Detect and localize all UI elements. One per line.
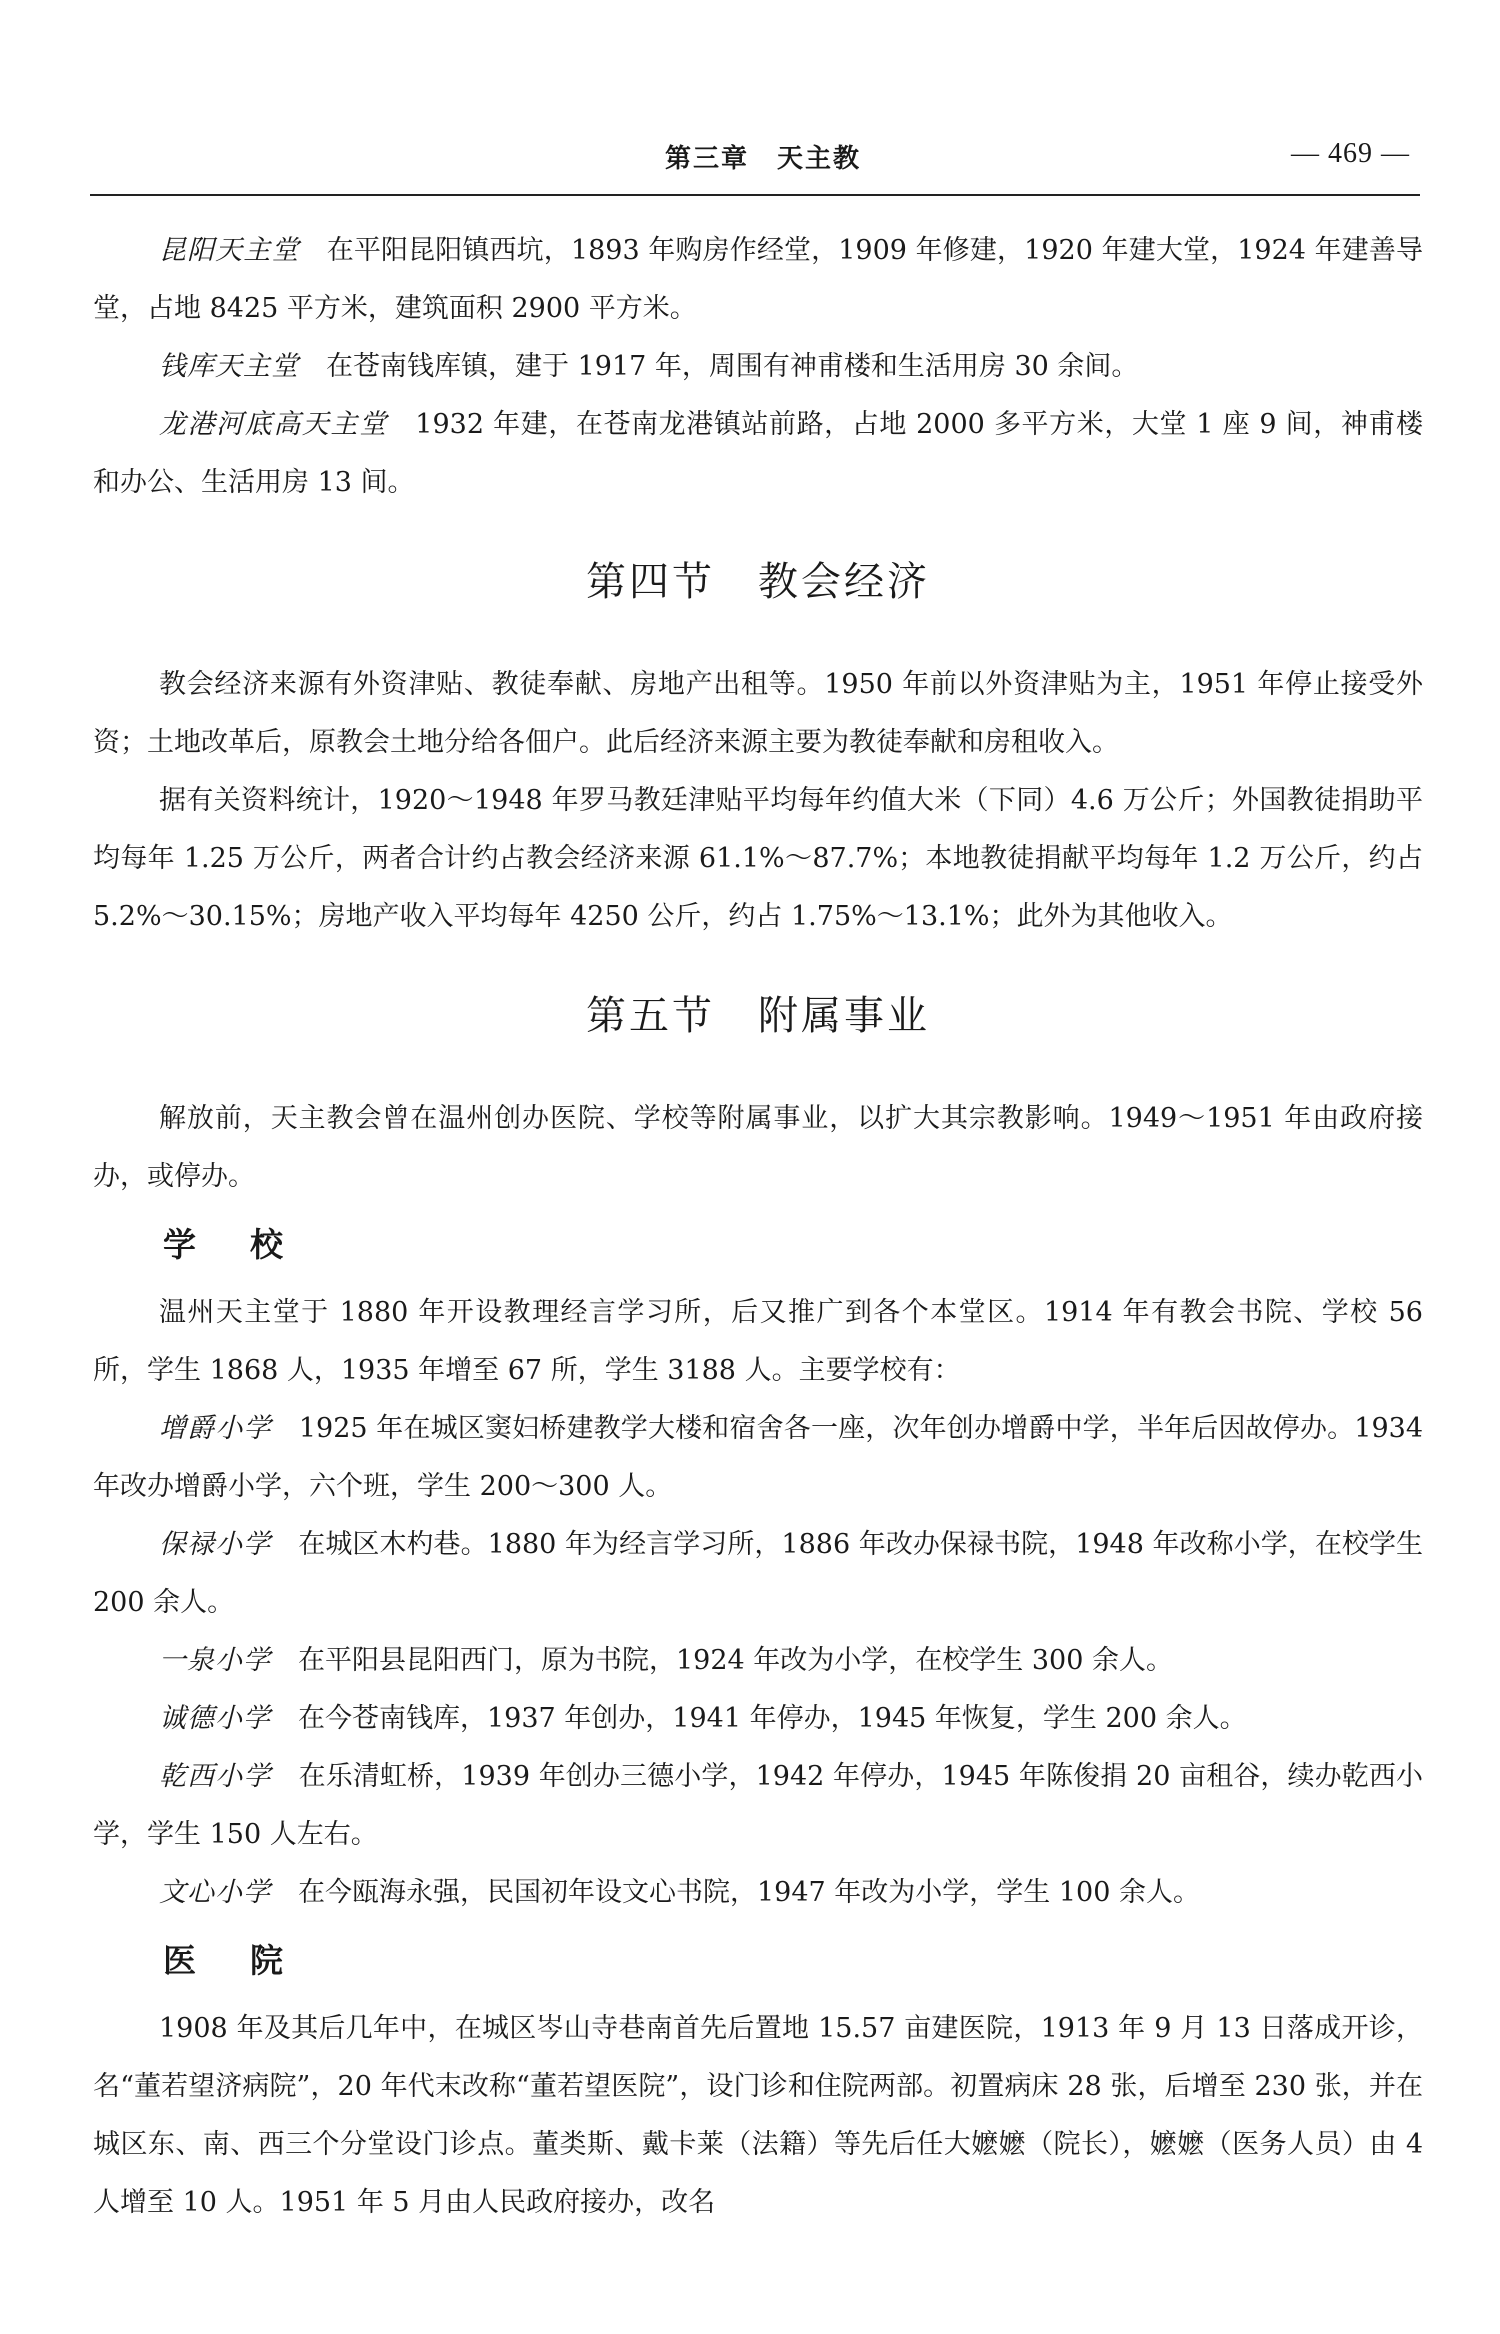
entry-text: 在苍南钱库镇，建于 1917 年，周围有神甫楼和生活用房 30 余间。 — [326, 351, 1139, 382]
school-text: 1925 年在城区窦妇桥建教学大楼和宿舍各一座，次年创办增爵中学，半年后因故停办。1934 年改办增爵小学，六个班，学生 200～300 人。 — [93, 1413, 1424, 1502]
economy-statistics-paragraph: 据有关资料统计，1920～1948 年罗马教廷津贴平均每年约值大米（下同）4.6 万公斤；外国教徒捐助平均每年 1.25 万公斤，两者合计约占教会经济来源 61.1%～87.7%；本地教徒捐献平均每年 1.2 万公斤，约占 5.2%～30.15%；房地产收入平均每年 4250 公斤，约占 1.75%～13.1%；此外为其他收入。 — [93, 785, 1423, 932]
entry-longgang-church — [93, 396, 1423, 512]
school-name: 保禄小学 — [159, 1529, 272, 1560]
school-text: 在平阳县昆阳西门，原为书院，1924 年改为小学，在校学生 300 余人。 — [298, 1645, 1173, 1676]
entry-text: 在平阳昆阳镇西坑，1893 年购房作经堂，1909 年修建，1920 年建大堂，1924 年建善导堂，占地 8425 平方米，建筑面积 2900 平方米。 — [93, 235, 1424, 324]
school-text: 在城区木杓巷。1880 年为经言学习所，1886 年改办保禄书院，1948 年改称小学，在校学生 200 余人。 — [93, 1529, 1424, 1618]
running-header — [90, 138, 1420, 196]
entry-name: 龙港河底高天主堂 — [159, 409, 388, 440]
section-4-title: 第四节 教会经济 — [586, 559, 930, 605]
school-name: 乾西小学 — [159, 1761, 272, 1792]
hospital-paragraph: 1908 年及其后几年中，在城区岑山寺巷南首先后置地 15.57 亩建医院，1913 年 9 月 13 日落成开诊，名“董若望济病院”，20 年代末改称“董若望医院”，设门诊和住院两部。初置病床 28 张，后增至 230 张，并在城区东、南、西三个分堂设门诊点。董类斯、戴卡莱（法籍）等先后任大嬷嬷（院长），嬷嬷（医务人员）由 4 人增至 10 人。1951 年 5 月由人民政府接办，改名 — [93, 2013, 1423, 2218]
entry-text: 1932 年建，在苍南龙港镇站前路，占地 2000 多平方米，大堂 1 座 9 间，神甫楼和办公、生活用房 13 间。 — [93, 409, 1424, 498]
school-text: 在今苍南钱库，1937 年创办，1941 年停办，1945 年恢复，学生 200 余人。 — [298, 1703, 1247, 1734]
schools-intro: 温州天主堂于 1880 年开设教理经言学习所，后又推广到各个本堂区。1914 年有教会书院、学校 56 所，学生 1868 人，1935 年增至 67 所，学生 3188 人。主要学校有： — [93, 1297, 1423, 1386]
economy-paragraph: 教会经济来源有外资津贴、教徒奉献、房地产出租等。1950 年前以外资津贴为主，1951 年停止接受外资；土地改革后，原教会土地分给各佃户。此后经济来源主要为教徒奉献和房租收入。 — [93, 669, 1423, 758]
entry-name: 钱库天主堂 — [159, 351, 299, 382]
school-name: 文心小学 — [159, 1877, 271, 1908]
school-entry — [93, 1864, 1423, 1922]
chapter-title: 第三章 天主教 — [665, 144, 862, 174]
school-entry — [93, 1400, 1423, 1516]
school-entry — [93, 1632, 1423, 1690]
school-name: 一泉小学 — [159, 1645, 271, 1676]
school-entry — [93, 1516, 1423, 1632]
school-name: 诚德小学 — [159, 1703, 271, 1734]
page-number: — 469 — — [1291, 138, 1410, 169]
school-entry — [93, 1748, 1423, 1864]
page-body — [93, 222, 1423, 2232]
entry-kunyang-church — [93, 222, 1423, 338]
schools-heading: 学校 — [163, 1225, 337, 1264]
section-5-title: 第五节 附属事业 — [586, 993, 930, 1039]
hospital-heading: 医院 — [163, 1941, 337, 1980]
school-text: 在今瓯海永强，民国初年设文心书院，1947 年改为小学，学生 100 余人。 — [298, 1877, 1200, 1908]
affiliates-intro: 解放前，天主教会曾在温州创办医院、学校等附属事业，以扩大其宗教影响。1949～1951 年由政府接办，或停办。 — [93, 1103, 1423, 1192]
entry-name: 昆阳天主堂 — [159, 235, 300, 266]
school-text: 在乐清虹桥，1939 年创办三德小学，1942 年停办，1945 年陈俊捐 20 亩租谷，续办乾西小学，学生 150 人左右。 — [93, 1761, 1424, 1850]
school-name: 增爵小学 — [159, 1413, 272, 1444]
entry-qianku-church — [93, 338, 1423, 396]
school-entry — [93, 1690, 1423, 1748]
